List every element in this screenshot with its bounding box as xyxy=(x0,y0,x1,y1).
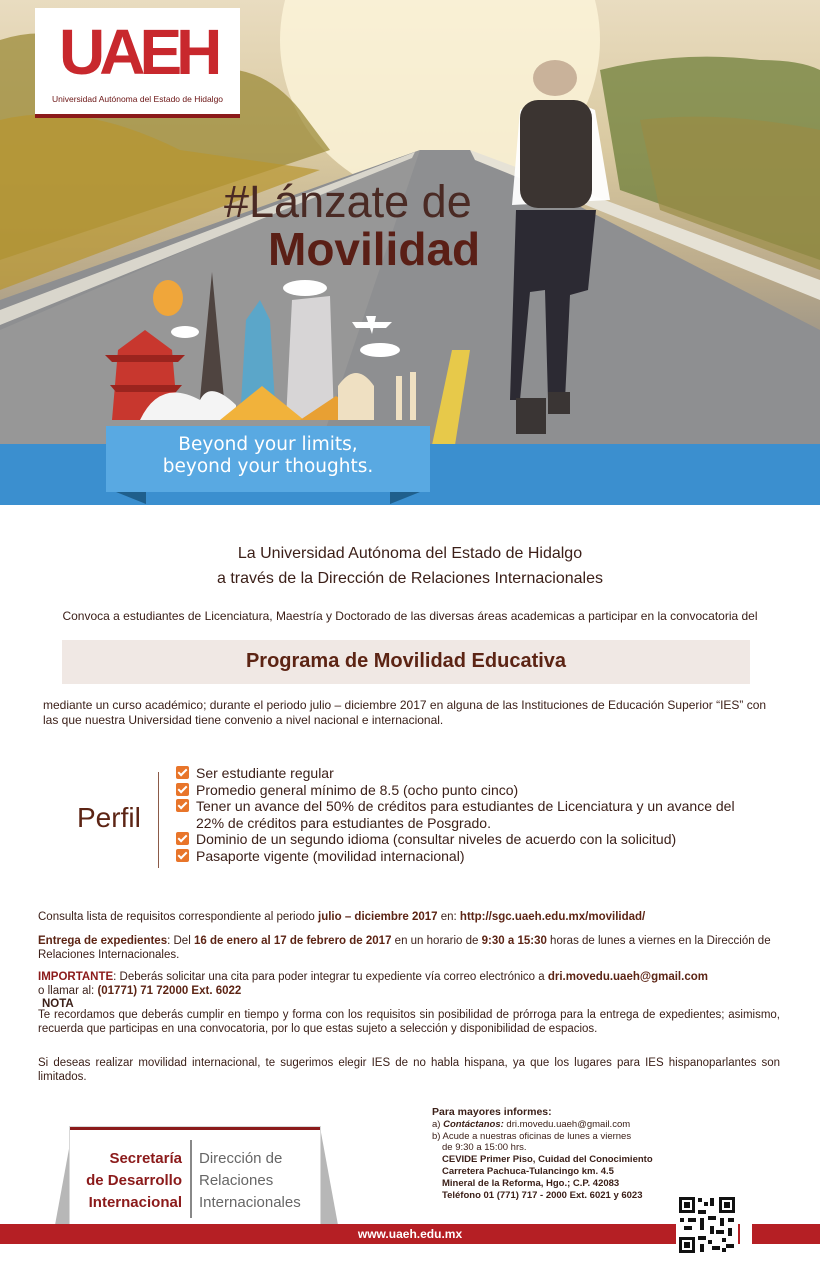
consulta-paragraph: Consulta lista de requisitos correspondiente al periodo julio – diciembre 2017 en: http://sgc.uaeh.edu.mx/movilidad/ xyxy=(38,911,646,923)
checkbox-icon xyxy=(176,849,189,862)
perfil-divider xyxy=(158,772,159,868)
logo-wordmark: UAEH xyxy=(59,16,217,88)
tagline-line2: beyond your thoughts. xyxy=(162,456,374,477)
tagline xyxy=(106,434,430,478)
requirements-list xyxy=(176,765,736,864)
consulta-period: julio – diciembre 2017 xyxy=(318,911,438,923)
logo-subtitle: Universidad Autónoma del Estado de Hidalgo xyxy=(51,94,224,104)
card-shade-right xyxy=(320,1127,338,1225)
convoca-text: Convoca a estudiantes de Licenciatura, Maestría y Doctorado de las diversas áreas academicas a participar en la convocatoria del xyxy=(62,609,758,623)
info-email-link[interactable]: dri.movedu.uaeh@gmail.com xyxy=(503,1118,631,1130)
institution-line2: a través de la Dirección de Relaciones Internacionales xyxy=(217,570,603,587)
importante-phone: (01771) 71 72000 Ext. 6022 xyxy=(97,984,242,997)
requirement-item: Dominio de un segundo idioma (consultar niveles de acuerdo con la solicitud) xyxy=(176,831,736,848)
entrega-hours: 9:30 a 15:30 xyxy=(481,935,547,947)
importante-label: IMPORTANTE xyxy=(38,971,114,983)
entrega-label: Entrega de expedientes xyxy=(38,935,168,947)
program-title: Programa de Movilidad Educativa xyxy=(245,650,567,672)
website-link[interactable]: www.uaeh.edu.mx xyxy=(357,1227,463,1241)
checkbox-icon xyxy=(176,783,189,796)
requirement-item: Pasaporte vigente (movilidad internacional) xyxy=(176,848,736,865)
internacional-text: Si deseas realizar movilidad internacional, te sugerimos elegir IES de no habla hispana, ya que los lugares para IES hispanoparlantes son limitados. xyxy=(38,1057,780,1083)
uaeh-logo xyxy=(35,8,240,118)
info-title: Para mayores informes: xyxy=(432,1106,552,1118)
requirement-item: Tener un avance del 50% de créditos para estudiantes de Licenciatura y un avance del 22% de créditos para estudiantes de Posgrado. xyxy=(176,798,736,831)
institution-line1: La Universidad Autónoma del Estado de Hidalgo xyxy=(237,545,583,562)
importante-email-link[interactable]: dri.movedu.uaeh@gmail.com xyxy=(547,971,708,983)
checkbox-icon xyxy=(176,832,189,845)
requirement-item: Ser estudiante regular xyxy=(176,765,736,782)
card-divider xyxy=(190,1140,192,1218)
entrega-paragraph: Entrega de expedientes: Del 16 de enero al 17 de febrero de 2017 en un horario de 9:30 a 15:30 horas de lunes a viernes en la Dirección de Relaciones Internacionales. xyxy=(38,935,771,961)
checkbox-icon xyxy=(176,766,189,779)
secretaria-name: Secretaría de Desarrollo Internacional xyxy=(86,1150,182,1211)
mediante-text: mediante un curso académico; durante el periodo julio – diciembre 2017 en alguna de las Instituciones de Educación Superior “IES” con las que nuestra Universidad tiene convenio a nivel nacional e internacional. xyxy=(43,698,767,727)
footer-bar-gap xyxy=(740,1224,752,1244)
hashtag-title: #Lánzate de xyxy=(224,176,472,227)
direccion-name: Dirección de Relaciones Internacionales xyxy=(199,1150,301,1211)
requirement-item: Promedio general mínimo de 8.5 (ocho punto cinco) xyxy=(176,782,736,799)
qr-code-icon[interactable] xyxy=(676,1194,738,1256)
contact-info: Para mayores informes: a) Contáctanos: dri.movedu.uaeh@gmail.com b) Acude a nuestras oficinas de lunes a viernes de 9:30 a 15:00 hrs. CEVIDE Primer Piso, Cuidad del Conocimiento Carretera Pachuca-Tulancingo km. 4.5 Mineral de la Reforma, Hgo.; C.P. 42083 Teléfono 01 (771) 717 - 2000 Ext. 6021 y 6023 xyxy=(432,1107,692,1201)
entrega-dates: 16 de enero al 17 de febrero de 2017 xyxy=(193,935,392,947)
consulta-url-link[interactable]: http://sgc.uaeh.edu.mx/movilidad/ xyxy=(459,911,646,923)
info-contact-line: a) Contáctanos: dri.movedu.uaeh@gmail.com xyxy=(432,1118,631,1130)
importante-paragraph: IMPORTANTE: Deberás solicitar una cita para poder integrar tu expediente vía correo electrónico a dri.movedu.uaeh@gmail.com o llamar al: (01771) 71 72000 Ext. 6022 xyxy=(38,971,708,997)
nota-text: Te recordamos que deberás cumplir en tiempo y forma con los requisitos sin posibilidad de prórroga para la entrega de expedientes; asimismo, recuerda que participas en una convocatoria, por lo que estas sujeto a selección y disponibilidad de espacios. xyxy=(38,1009,780,1035)
qr-code-graphic xyxy=(676,1194,738,1256)
tagline-line1: Beyond your limits, xyxy=(178,434,358,455)
headline: Movilidad xyxy=(268,223,481,275)
nota-title: NOTA xyxy=(42,998,74,1010)
perfil-heading: Perfil xyxy=(77,802,141,833)
checkbox-icon xyxy=(176,799,189,812)
